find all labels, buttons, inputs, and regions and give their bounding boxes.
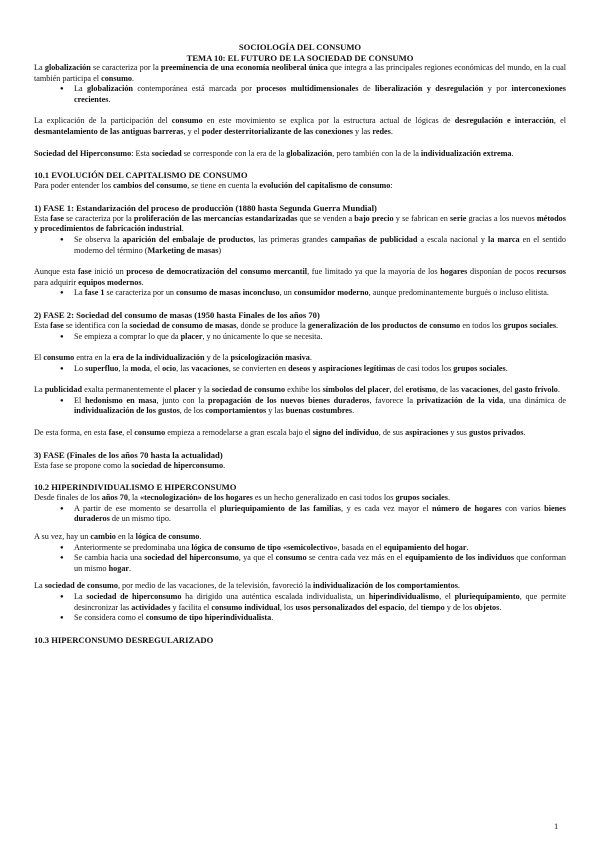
spacer — [34, 439, 566, 450]
text-run: . — [505, 363, 508, 373]
bold-text: sociedad de consumo — [211, 385, 286, 395]
text-run: y sus — [448, 428, 470, 438]
bold-text: consumo de tipo hiperindividualista — [145, 613, 272, 623]
text-run: , los — [279, 602, 296, 612]
paragraph — [34, 116, 566, 137]
list-item — [74, 332, 566, 343]
paragraph — [34, 353, 566, 364]
bold-text: globalización — [44, 63, 91, 72]
text-run: A partir de ese momento se desarrolla el — [74, 503, 220, 513]
paragraph — [34, 63, 566, 84]
bold-text: sociedad de consumo — [44, 581, 118, 591]
text-run: . — [108, 94, 111, 104]
text-run: exhibe los — [285, 385, 323, 395]
bold-text: consumo — [134, 428, 166, 438]
bold-text: Sociedad del Hiperconsumo — [34, 148, 132, 158]
bold-text: hedonismo en masa — [84, 395, 157, 405]
bold-text: la marca — [488, 234, 520, 244]
text-run: . — [447, 493, 451, 503]
bold-text: generalización de los productos de consumo — [307, 320, 461, 330]
text-run: con varios — [501, 503, 545, 513]
bold-text: preeminencia de una economía neoliberal única — [160, 63, 328, 72]
text-run: y facilita el — [170, 602, 212, 612]
text-run: . — [499, 602, 502, 612]
bold-text: placer — [180, 331, 203, 341]
text-run: y por — [483, 84, 512, 94]
spacer — [34, 525, 566, 532]
spacer — [34, 159, 566, 170]
section-heading: 3) FASE (Finales de los años 70 hasta la actualidad) — [34, 449, 223, 460]
bullet-list — [34, 332, 566, 343]
paragraph — [34, 181, 566, 192]
bold-text: cambio — [90, 532, 116, 542]
text-run: Esta — [34, 320, 51, 330]
bold-text: años 70 — [101, 493, 128, 503]
spacer — [34, 624, 566, 635]
text-run: de — [358, 84, 376, 94]
bold-text: consumo de masas inconcluso — [176, 288, 280, 298]
bold-text: consumo — [101, 73, 133, 83]
bold-text: gustos privados — [469, 428, 524, 438]
text-run: . — [199, 532, 202, 542]
section-heading: 2) FASE 2: Sociedad del consumo de masas (1950 hasta Finales de los años 70) — [34, 309, 320, 320]
text-run: . — [511, 148, 514, 158]
text-run: , del — [498, 385, 515, 395]
bold-text: proliferación de las mercancías estandarizadas — [133, 213, 298, 223]
bold-text: bajo precio — [354, 213, 394, 223]
text-run: para adquirir — [34, 277, 79, 287]
text-run: , un — [279, 288, 294, 298]
document-title: SOCIOLOGÍA DEL CONSUMO — [238, 42, 362, 52]
paragraph — [34, 385, 566, 396]
text-run: La — [34, 63, 45, 72]
bold-text: símbolos del placer — [322, 385, 390, 395]
page-number: 1 — [554, 821, 559, 831]
text-run: , el — [150, 363, 163, 373]
text-run: . — [523, 428, 526, 438]
paragraph — [34, 532, 566, 543]
text-run: . — [141, 277, 144, 287]
bold-text: vacaciones — [461, 385, 499, 395]
bullet-list — [34, 84, 566, 105]
text-run: La — [74, 84, 88, 94]
bold-text: fase 1 — [84, 288, 105, 298]
text-run: , donde se produce la — [236, 320, 308, 330]
bold-text: psicologización masiva — [230, 353, 310, 363]
bold-text: hogar — [108, 563, 130, 573]
text-run: se corresponde con la era de la — [181, 148, 287, 158]
paragraph — [34, 321, 566, 332]
bold-text: sociedad de hiperconsumo — [131, 460, 224, 470]
text-run: , se tiene en cuenta la — [187, 181, 260, 191]
bold-text: consumo — [171, 116, 203, 126]
list-item — [74, 235, 566, 256]
text-run: en el sentido moderno del término ( — [74, 234, 566, 255]
paragraph — [34, 214, 566, 235]
bold-text: aparición del embalaje de productos — [122, 234, 254, 244]
text-run: Lo — [74, 363, 86, 373]
text-run: , las primeras grandes — [253, 234, 331, 244]
text-run: se caracteriza por la — [90, 63, 161, 72]
text-run: , fue limitado ya que la mayoría de los — [307, 267, 441, 277]
bold-text: placer — [173, 385, 196, 395]
text-run: , del — [389, 385, 406, 395]
bold-text: grupos sociales — [503, 320, 557, 330]
bold-text: consumidor moderno — [293, 288, 369, 298]
bold-text: globalización — [87, 84, 133, 94]
text-run: entra en la — [74, 353, 113, 363]
bold-text: liberalización y desregulación — [375, 84, 484, 94]
bold-text: tiempo — [420, 602, 445, 612]
list-item — [74, 613, 566, 624]
text-run: en la — [115, 532, 136, 542]
text-run: de casi todos los — [395, 363, 454, 373]
list-item — [74, 84, 566, 105]
spacer — [34, 471, 566, 482]
text-run: , por medio de las vacaciones, de la televisión, favoreció la — [117, 581, 313, 591]
text-run: . — [557, 385, 560, 395]
list-item — [74, 543, 566, 554]
text-run: y se fabrican en — [393, 213, 450, 223]
text-run: a escala nacional y — [417, 234, 489, 244]
bold-text: equipamiento de los individuos — [405, 553, 515, 563]
text-run: La — [34, 385, 45, 395]
spacer — [34, 192, 566, 203]
text-run: , pero también con la de la — [332, 148, 421, 158]
text-run: . — [457, 581, 460, 591]
text-run: , y no únicamente lo que se necesita. — [202, 331, 323, 341]
text-run: que se venden a — [297, 213, 355, 223]
bold-text: poder desterritorializante de las conexiones — [201, 126, 353, 136]
bold-text: hiperindividualismo — [368, 592, 440, 601]
bullet-list — [34, 504, 566, 525]
bold-text: deseos y aspiraciones legítimas — [288, 363, 396, 373]
bold-text: individualización extrema — [420, 148, 512, 158]
text-run: : Esta — [131, 148, 152, 158]
paragraph — [34, 149, 566, 160]
section-heading: 1) FASE 1: Estandarización del proceso de producción (1880 hasta Segunda Guerra Mundial) — [34, 202, 377, 213]
text-run: , se convierten en — [228, 363, 289, 373]
text-run: Desde finales de los — [34, 493, 102, 503]
text-run: . — [271, 613, 274, 623]
bold-text: métodos y procedimientos de fabricación industrial — [34, 213, 566, 234]
text-run: que integra a las principales regiones económicas del mundo, en la cual también participa el — [34, 63, 566, 83]
bold-text: lógica de consumo — [135, 532, 200, 542]
bold-text: fase — [50, 213, 64, 223]
text-run: . — [223, 460, 226, 470]
text-run: se identifica con la — [63, 320, 130, 330]
text-run: , que permite desincronizar las — [74, 592, 566, 612]
text-run: . — [352, 406, 355, 416]
bold-text: usos personalizados del espacio — [295, 602, 405, 612]
section-heading: 10.3 HIPERCONSUMO DESREGULARIZADO — [34, 634, 214, 645]
text-run: inició un — [91, 267, 127, 277]
list-item — [74, 288, 566, 299]
text-run: , de sus — [378, 428, 406, 438]
bold-text: superfluo — [85, 363, 119, 373]
spacer — [34, 417, 566, 428]
bold-text: gasto frívolo — [514, 385, 558, 395]
bullet-list — [34, 288, 566, 299]
bold-text: número de hogares — [432, 503, 502, 513]
bold-text: procesos multidimensionales — [256, 84, 359, 94]
text-run: ) — [218, 245, 222, 255]
list-item — [74, 553, 566, 574]
bold-text: buenas costumbres — [285, 406, 353, 416]
paragraph — [34, 428, 566, 439]
bold-text: campañas de publicidad — [330, 234, 418, 244]
bold-text: sociedad de consumo de masas — [129, 320, 237, 330]
bold-text: sociedad — [151, 148, 182, 158]
text-run: . — [309, 353, 312, 363]
bullet-list — [34, 592, 566, 624]
list-item — [74, 396, 566, 417]
text-run: . — [129, 563, 132, 573]
bold-text: consumo individual — [211, 602, 280, 612]
bold-text: bienes duraderos — [74, 503, 566, 524]
document-blocks — [34, 63, 566, 646]
spacer — [34, 342, 566, 353]
paragraph — [34, 581, 566, 592]
bullet-list — [34, 364, 566, 375]
paragraph — [34, 493, 566, 504]
text-run: , ya que el — [238, 553, 276, 563]
list-item — [74, 364, 566, 375]
text-run: empieza a remodelarse a gran escala bajo el — [165, 428, 313, 438]
bold-text: objetos — [474, 602, 500, 612]
bold-text: interconexiones crecientes — [74, 84, 566, 104]
bullet-list — [34, 543, 566, 575]
text-run: que conforman un mismo — [74, 553, 566, 573]
bold-text: proceso de democratización del consumo mercantil — [126, 267, 308, 277]
text-run: se caracteriza por la — [63, 213, 134, 223]
bold-text: sociedad de hiperconsumo — [86, 592, 182, 601]
bold-text: evolución del capitalismo de consumo — [259, 181, 391, 191]
spacer — [34, 299, 566, 310]
bold-text: equipos modernos — [78, 277, 142, 287]
section-heading: 10.2 HIPERINDIVIDUALISMO E HIPERCONSUMO — [34, 482, 237, 493]
bold-text: aspiraciones — [405, 428, 449, 438]
list-item — [74, 592, 566, 613]
spacer — [34, 105, 566, 116]
paragraph — [34, 461, 566, 472]
text-run: Se empieza a comprar lo que da — [74, 331, 181, 341]
text-run: Anteriormente se predominaba una — [74, 542, 192, 552]
text-run: . — [390, 126, 393, 136]
text-run: exalta permanentemente el — [82, 385, 174, 395]
text-run: Esta — [34, 213, 51, 223]
text-run: , junto con la — [156, 395, 208, 405]
text-run: , una dinámica de — [503, 395, 566, 405]
document-body — [34, 42, 566, 646]
text-run: , favorece la — [369, 395, 417, 405]
bold-text: erotismo — [405, 385, 436, 395]
bold-text: fase — [77, 267, 92, 277]
text-run: El — [74, 395, 85, 405]
bold-text: consumo — [43, 353, 75, 363]
text-run: De esta forma, en esta — [34, 428, 109, 438]
bold-text: fase — [108, 428, 123, 438]
text-run: : — [390, 181, 393, 191]
text-run: La — [34, 581, 45, 591]
text-run: La — [74, 288, 85, 298]
text-run: La explicación de la participación del — [34, 116, 172, 126]
text-run: Se considera como el — [74, 613, 146, 623]
text-run: Se observa la — [74, 234, 123, 244]
text-run: , las — [176, 363, 192, 373]
text-run: y las — [353, 126, 373, 136]
text-run: , basada en el — [337, 542, 384, 552]
text-run: Aunque esta — [34, 267, 78, 277]
bold-text: individualización de los comportamientos — [313, 581, 458, 591]
bold-text: recursos — [536, 267, 566, 277]
bold-text: signo del individuo — [312, 428, 379, 438]
text-run: y la — [195, 385, 212, 395]
bold-text: equipamiento del hogar — [383, 542, 467, 552]
text-run: . — [181, 224, 184, 234]
text-run: , de los — [179, 406, 206, 416]
bold-text: desmantelamiento de las antiguas barreras — [34, 126, 184, 136]
text-run: ha dirigido una auténtica escalada individualista, un — [181, 592, 369, 601]
text-run: La — [74, 592, 87, 601]
bold-text: globalización — [286, 148, 333, 158]
bold-text: grupos sociales — [453, 363, 506, 373]
bold-text: pluriequipamiento de las familias — [219, 503, 341, 513]
spacer — [34, 574, 566, 581]
text-run: , el — [439, 592, 455, 601]
text-run: se centra cada vez más en el — [306, 553, 406, 563]
text-run: , aunque predominantemente burgués o incluso elitista. — [368, 288, 549, 298]
text-run: en todos los — [460, 320, 504, 330]
text-run: . — [132, 73, 135, 83]
bold-text: individualización de los gustos — [74, 406, 180, 416]
text-run: de un mismo tipo. — [109, 514, 171, 524]
bold-text: fase — [50, 320, 64, 330]
text-run: Esta fase se propone como la — [34, 460, 132, 470]
spacer — [34, 256, 566, 267]
bold-text: grupos sociales — [395, 493, 448, 503]
bold-text: redes — [372, 126, 391, 136]
text-run: y las — [266, 406, 286, 416]
text-run: , el — [553, 116, 567, 126]
bold-text: propagación de los nuevos bienes duraderos — [207, 395, 370, 405]
list-item — [74, 504, 566, 525]
text-run: y de los — [444, 602, 475, 612]
text-run: gracias a los nuevos — [466, 213, 537, 223]
bold-text: desregulación e interacción — [454, 116, 554, 126]
bold-text: Marketing de masas — [147, 245, 219, 255]
text-run: , la — [118, 363, 131, 373]
paragraph — [34, 267, 566, 288]
bold-text: moda — [130, 363, 150, 373]
spacer — [34, 374, 566, 385]
text-run: El — [34, 353, 44, 363]
text-run: Para poder entender los — [34, 181, 114, 191]
bold-text: consumo — [275, 553, 307, 563]
bold-text: hogares — [440, 267, 468, 277]
text-run: disponían de pocos — [467, 267, 537, 277]
bold-text: sociedad del hiperconsumo — [144, 553, 239, 563]
text-run: y de la — [204, 353, 231, 363]
text-run: , el — [122, 428, 135, 438]
section-heading: 10.1 EVOLUCIÓN DEL CAPITALISMO DE CONSUMO — [34, 170, 248, 181]
bullet-list — [34, 235, 566, 256]
text-run: , del — [404, 602, 421, 612]
text-run: , de las — [435, 385, 461, 395]
bullet-list — [34, 396, 566, 417]
bold-text: privatización de la vida — [416, 395, 504, 405]
bold-text: vacaciones — [191, 363, 229, 373]
text-run: es un hecho generalizado en casi todos los — [252, 493, 396, 503]
bold-text: serie — [450, 213, 467, 223]
text-run: se caracteriza por un — [104, 288, 177, 298]
text-run: . — [556, 320, 559, 330]
bold-text: ocio — [162, 363, 177, 373]
text-run: , y es cada vez mayor el — [340, 503, 433, 513]
text-run: . — [466, 542, 469, 552]
bold-text: comportamientos — [205, 406, 267, 416]
bold-text: pluriequipamiento — [454, 592, 520, 601]
text-run: A su vez, hay un — [34, 532, 91, 542]
text-run: , y el — [183, 126, 202, 136]
spacer — [34, 138, 566, 149]
document-subtitle: TEMA 10: EL FUTURO DE LA SOCIEDAD DE CONSUMO — [186, 52, 414, 63]
text-run: Se cambia hacia una — [74, 553, 145, 563]
text-run: , la — [127, 493, 140, 503]
bold-text: cambios del consumo — [113, 181, 188, 191]
bold-text: lógica de consumo de tipo «semicolectivo» — [191, 542, 338, 552]
bold-text: actividades — [131, 602, 171, 612]
bold-text: «tecnologización» de los hogares — [140, 493, 253, 503]
bold-text: era de la individualización — [112, 353, 205, 363]
text-run: en este movimiento se explica por la estructura actual de lógicas de — [202, 116, 455, 126]
bold-text: publicidad — [44, 385, 83, 395]
text-run: contemporánea está marcada por — [133, 84, 257, 94]
